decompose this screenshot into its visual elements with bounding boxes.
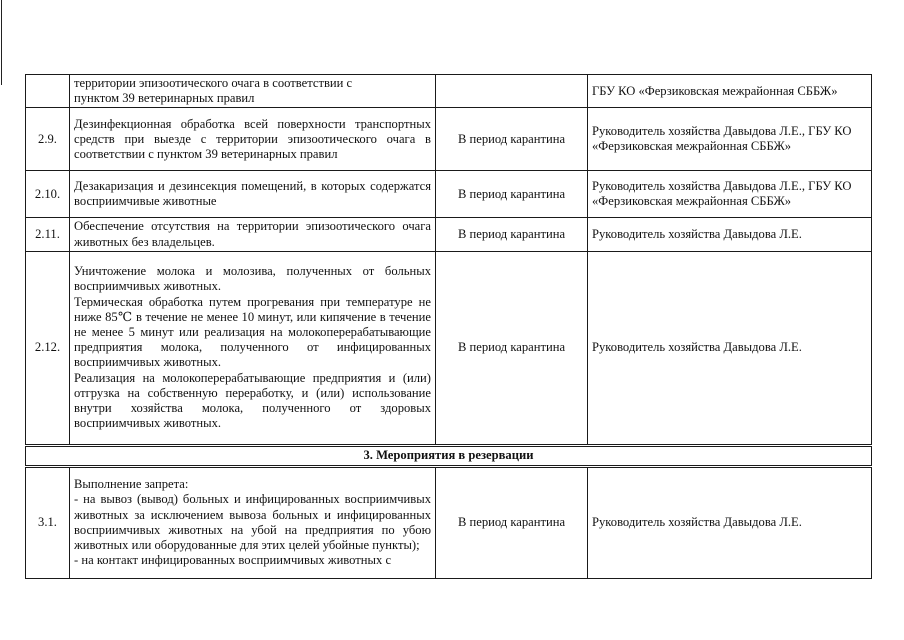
table-row bbox=[26, 75, 872, 108]
page-edge-line bbox=[1, 0, 2, 85]
measure-period: В период карантина bbox=[436, 466, 588, 578]
description-line: Выполнение запрета: bbox=[74, 477, 189, 492]
description-line: Обеспечение отсутствия на территории эпизоотического очага животных без владельцев. bbox=[74, 219, 431, 249]
row-number: 2.10. bbox=[26, 171, 70, 218]
measure-period bbox=[436, 75, 588, 108]
measure-description bbox=[70, 218, 436, 251]
measure-responsible: Руководитель хозяйства Давыдова Л.Е., ГБУ КО «Ферзиковская межрайонная СББЖ» bbox=[588, 171, 872, 218]
measure-description bbox=[70, 251, 436, 445]
description-line: Дезинфекционная обработка всей поверхности транспортных средств при выезде с территории эпизоотического очага в соответствии с пунктом 39 ветеринарных правил bbox=[74, 116, 431, 161]
table-row bbox=[26, 171, 872, 218]
description-line: территории эпизоотического очага в соответствии с bbox=[74, 76, 353, 90]
row-number: 3.1. bbox=[26, 466, 70, 578]
description-line: пунктом 39 ветеринарных правил bbox=[74, 91, 255, 106]
measure-responsible: Руководитель хозяйства Давыдова Л.Е., ГБУ КО «Ферзиковская межрайонная СББЖ» bbox=[588, 108, 872, 171]
section-title: 3. Мероприятия в резервации bbox=[26, 445, 872, 466]
description-line: Термическая обработка путем прогревания при температуре не ниже 85℃ в течение не менее 10 минут, или кипячение в течение не менее 5 минут или реализация на молокоперерабатывающие предприятия молока, полученного от инфицированных восприимчивых животных. bbox=[74, 294, 431, 370]
measure-description bbox=[70, 171, 436, 218]
table-row bbox=[26, 251, 872, 445]
row-number bbox=[26, 75, 70, 108]
row-number: 2.11. bbox=[26, 218, 70, 251]
measure-description bbox=[70, 108, 436, 171]
description-line: Реализация на молокоперерабатывающие предприятия и (или) отгрузка на собственную переработку, и (или) использование внутри хозяйства молока, полученного от здоровых восприимчивых животных. bbox=[74, 370, 431, 431]
section-header-row bbox=[26, 445, 872, 466]
description-line: Уничтожение молока и молозива, полученных от больных восприимчивых животных. bbox=[74, 264, 431, 294]
description-line: - на контакт инфицированных восприимчивых животных с bbox=[74, 553, 392, 568]
row-number: 2.9. bbox=[26, 108, 70, 171]
measures-table bbox=[25, 74, 872, 579]
measure-period: В период карантина bbox=[436, 251, 588, 445]
table-row bbox=[26, 108, 872, 171]
measure-description bbox=[70, 75, 436, 108]
description-line: - на вывоз (вывод) больных и инфицированных восприимчивых животных за исключением вывоза больных и инфицированных восприимчивых животных на убой на предприятия по убою животных или оборудованные для этих целей убойные пункты); bbox=[74, 492, 431, 553]
table-row bbox=[26, 466, 872, 578]
measure-period: В период карантина bbox=[436, 218, 588, 251]
measure-responsible: Руководитель хозяйства Давыдова Л.Е. bbox=[588, 251, 872, 445]
row-number: 2.12. bbox=[26, 251, 70, 445]
measure-period: В период карантина bbox=[436, 171, 588, 218]
measure-period: В период карантина bbox=[436, 108, 588, 171]
measure-responsible: Руководитель хозяйства Давыдова Л.Е. bbox=[588, 218, 872, 251]
description-line: Дезакаризация и дезинсекция помещений, в которых содержатся восприимчивые животные bbox=[74, 179, 431, 209]
measure-description bbox=[70, 466, 436, 578]
table-row bbox=[26, 218, 872, 251]
measure-responsible: Руководитель хозяйства Давыдова Л.Е. bbox=[588, 466, 872, 578]
measure-responsible: ГБУ КО «Ферзиковская межрайонная СББЖ» bbox=[588, 75, 872, 108]
